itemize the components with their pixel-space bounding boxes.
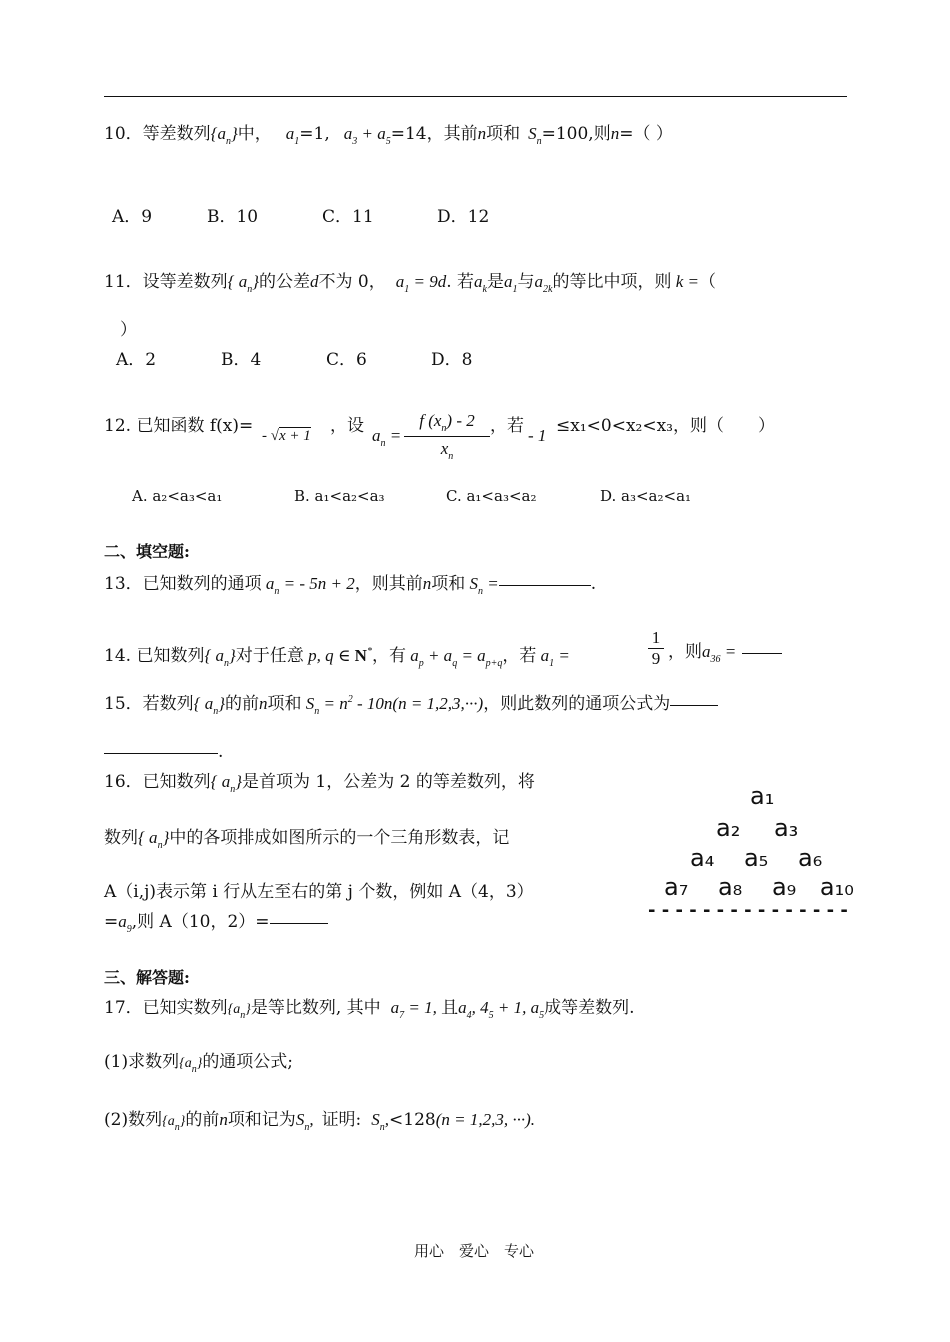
q11-text5: 与: [517, 272, 535, 292]
triangle-cell: a₃: [773, 814, 799, 842]
q16-text1: 是首项为 1，公差为 2 的等差数列，将: [242, 772, 535, 792]
q11-k: k =: [671, 272, 699, 291]
q12-option-d: D. a₃<a₂<a₁: [600, 487, 692, 505]
q12-text1: ，设: [330, 416, 364, 436]
q10-text4: 项和: [486, 124, 521, 144]
q12-function: - √x + 1: [262, 428, 311, 444]
q11-option-c: C．6: [326, 350, 367, 370]
page-footer: 用心 爱心 专心: [414, 1242, 535, 1260]
triangle-row-1: [750, 782, 774, 810]
triangle-row-2: [716, 814, 798, 842]
q15-formula: $S_n = n^2 - 10n(n = 1,2,3,\cdot\cdot\cdot)$: [301, 694, 484, 717]
q11-tail: （: [698, 272, 716, 292]
triangle-cell: a₇: [664, 873, 689, 901]
q14-text2: ，有: [371, 646, 406, 666]
q15-blank-1[interactable]: [670, 704, 718, 706]
q10-text1: 中，: [237, 124, 272, 144]
q11-option-d: D．8: [431, 350, 473, 370]
q15-text3: ，则此数列的通项公式为: [483, 694, 671, 714]
q17-cond: $a_7 = 1$, 且$a_4$, $4_5 + 1$, $a_5$: [390, 998, 545, 1021]
triangle-row-4: [664, 873, 854, 901]
q11-d: d: [310, 272, 319, 291]
q17-label: 17．已知实数列: [104, 998, 228, 1018]
q13-blank[interactable]: [499, 584, 591, 586]
q14-a1: $a_1$ =: [536, 646, 570, 669]
q14-label: 14. 已知数列: [104, 646, 205, 666]
q15-end: .: [218, 742, 224, 762]
question-13: [104, 574, 596, 602]
q17-text2: 等比数列, 其中: [267, 998, 381, 1018]
q11-text1: 的公差: [259, 272, 311, 292]
q16-label: 16．已知数列: [104, 772, 211, 792]
q15-seq: { $a_n$}: [193, 694, 226, 717]
triangle-cell: a₈: [717, 873, 743, 901]
q17-part1-label: (1)求数列: [104, 1052, 180, 1072]
q17-part2-seq: $\{a_n\}$: [162, 1114, 186, 1133]
q12-text3: ≤x₁<0<x₂<x₃，则（ ）: [556, 416, 775, 436]
triangle-cell: a₄: [690, 844, 715, 872]
q12-option-c: C. a₁<a₃<a₂: [446, 487, 537, 505]
q16-line2b: 中的各项排成如图所示的一个三角形数表，记: [169, 828, 510, 848]
q17-part2-n: n: [219, 1110, 228, 1129]
q10-option-a: A．9: [112, 207, 153, 227]
question-15: [104, 690, 718, 722]
question-16-line2: [104, 828, 509, 856]
q15-n: n: [259, 694, 268, 713]
q17-part2-label: (2)数列: [104, 1110, 163, 1130]
section-title-solve: 三、解答题:: [104, 968, 190, 987]
q10-seq: $\{a_n\}$: [210, 124, 238, 147]
q11-text2: 不为 0，: [318, 272, 386, 292]
q15-text1: 的前: [225, 694, 260, 714]
q10-text5: =100,则: [541, 124, 611, 144]
q11-ak: $a_k$: [474, 272, 487, 295]
q14-text3: ，若: [502, 646, 537, 666]
q14-seq: { $a_n$}: [204, 646, 236, 669]
question-14: [104, 642, 570, 674]
q14-text4: ，则: [668, 642, 702, 662]
q12-label: 12. 已知函数 f(x)=: [104, 416, 254, 436]
q17-part1-seq: $\{a_n\}$: [179, 1056, 203, 1075]
q10-sn: $S_n$: [528, 124, 542, 147]
q10-label: 10．等差数列: [104, 124, 211, 144]
q13-n: n: [422, 574, 432, 593]
q12-minus-one: - 1: [528, 426, 547, 445]
q11-text6: 的等比中项，则: [552, 272, 672, 292]
q12-fraction: $\frac{f (x_n) - 2}{x_n}$: [404, 411, 490, 462]
q14-eq: $a_p + a_q = a_{p+q}$: [405, 646, 503, 669]
q11-text3: . 若: [446, 272, 475, 292]
q10-a1: $a_1$: [285, 124, 300, 147]
section-title-fill: 二、填空题:: [104, 542, 190, 561]
q17-part-2: [104, 1110, 535, 1138]
q16-seq: { $a_n$}: [210, 772, 243, 795]
q10-text6: =（ ）: [619, 124, 673, 144]
q11-a1: $a_1$: [504, 272, 518, 295]
q10-option-d: D．12: [437, 207, 490, 227]
q11-a1-eq: $a_1 = 9d$: [395, 272, 447, 295]
q13-label: 13．已知数列的通项: [104, 574, 262, 594]
triangle-cell: a₅: [743, 844, 769, 872]
q11-close-paren: ）: [120, 320, 137, 340]
q17-part2-text1: 的前: [185, 1110, 220, 1130]
q11-option-a: A．2: [116, 350, 157, 370]
q13-sn: $S_n$ =: [465, 574, 499, 597]
q17-part2-text3: 证明:: [321, 1110, 362, 1130]
q14-tail: [668, 642, 782, 670]
q10-text3: =14，其前: [390, 124, 478, 144]
q17-part2-text2: 项和记为: [227, 1110, 296, 1130]
q14-text1: 对于任意: [235, 646, 304, 666]
question-16-line4: [104, 912, 328, 940]
q14-blank[interactable]: [742, 652, 782, 654]
q16-a9: $a_9$: [118, 912, 132, 935]
q14-a36: $a_{36}$ =: [702, 642, 737, 665]
q16-seq2: { $a_n$}: [138, 828, 170, 851]
q17-part2-range: (n = 1,2,3, ···).: [435, 1110, 536, 1129]
triangle-row-3: [690, 844, 822, 872]
question-16-line1: [104, 772, 535, 800]
question-11: [104, 272, 716, 300]
q13-text2: 项和: [431, 574, 466, 594]
q10-option-c: C．11: [322, 207, 374, 227]
question-17: [104, 998, 635, 1026]
triangle-dots: - - - - - - - - - - - - - - -: [648, 900, 848, 921]
q11-a2k: $a_{2k}$: [534, 272, 553, 295]
q13-text1: ，则其前: [354, 574, 423, 594]
q10-n: n: [477, 124, 487, 143]
q17-text3: 成等差数列.: [544, 998, 635, 1018]
q14-fraction: $\frac{1}{9}$: [648, 628, 664, 669]
triangle-cell: a₁₀: [819, 873, 854, 901]
header-rule: [104, 96, 847, 97]
q14-pq: p, q ∈ N*: [303, 646, 372, 665]
triangle-cell: a₉: [771, 873, 797, 901]
q13-formula: $a_n$ = - 5n + 2: [261, 574, 355, 597]
q10-text2: =1,: [299, 124, 330, 144]
q11-option-b: B．4: [221, 350, 262, 370]
question-12: [104, 416, 253, 436]
q10-option-b: B．10: [207, 207, 259, 227]
q15-text2: 项和: [267, 694, 302, 714]
triangle-cell: a₂: [716, 814, 741, 842]
q15-line2: [104, 742, 223, 762]
q15-blank-2[interactable]: [104, 752, 218, 754]
q12-option-a: A. a₂<a₃<a₁: [132, 487, 223, 505]
question-16-line3: A（i,j)表示第 i 行从左至右的第 j 个数，例如 A（4，3）: [104, 882, 534, 902]
q17-part2-sn2: $S_n$,: [371, 1110, 390, 1133]
q13-end: .: [590, 574, 597, 594]
triangle-cell: a₆: [797, 844, 823, 872]
q12-an: $a_n$ =: [372, 426, 402, 449]
q16-blank[interactable]: [270, 922, 328, 924]
q12-option-b: B. a₁<a₂<a₃: [294, 487, 385, 505]
q16-line2a: 数列: [104, 828, 138, 848]
q10-a3a5: $a_3 + a_5$: [343, 124, 391, 147]
q17-seq: $\{a_n\}$: [227, 1002, 251, 1021]
triangle-cell: a₁: [750, 782, 775, 810]
q17-part-1: [104, 1052, 293, 1080]
q17-part1-text: 的通项公式;: [202, 1052, 294, 1072]
q16-line4b: ,则 A（10，2）=: [131, 912, 270, 932]
q11-text4: 是: [487, 272, 504, 292]
q10-n2: n: [610, 124, 620, 143]
q15-label: 15．若数列: [104, 694, 194, 714]
q17-part2-sn: $S_n$,: [295, 1110, 314, 1133]
q12-text2: ，若: [490, 416, 524, 436]
q17-text1: 是: [250, 998, 268, 1018]
q11-seq: { $a_n$}: [227, 272, 260, 295]
q17-part2-text4: <128: [389, 1110, 436, 1130]
question-10: [104, 124, 673, 152]
q11-label: 11．设等差数列: [104, 272, 228, 292]
q16-line4a: =: [104, 912, 119, 932]
